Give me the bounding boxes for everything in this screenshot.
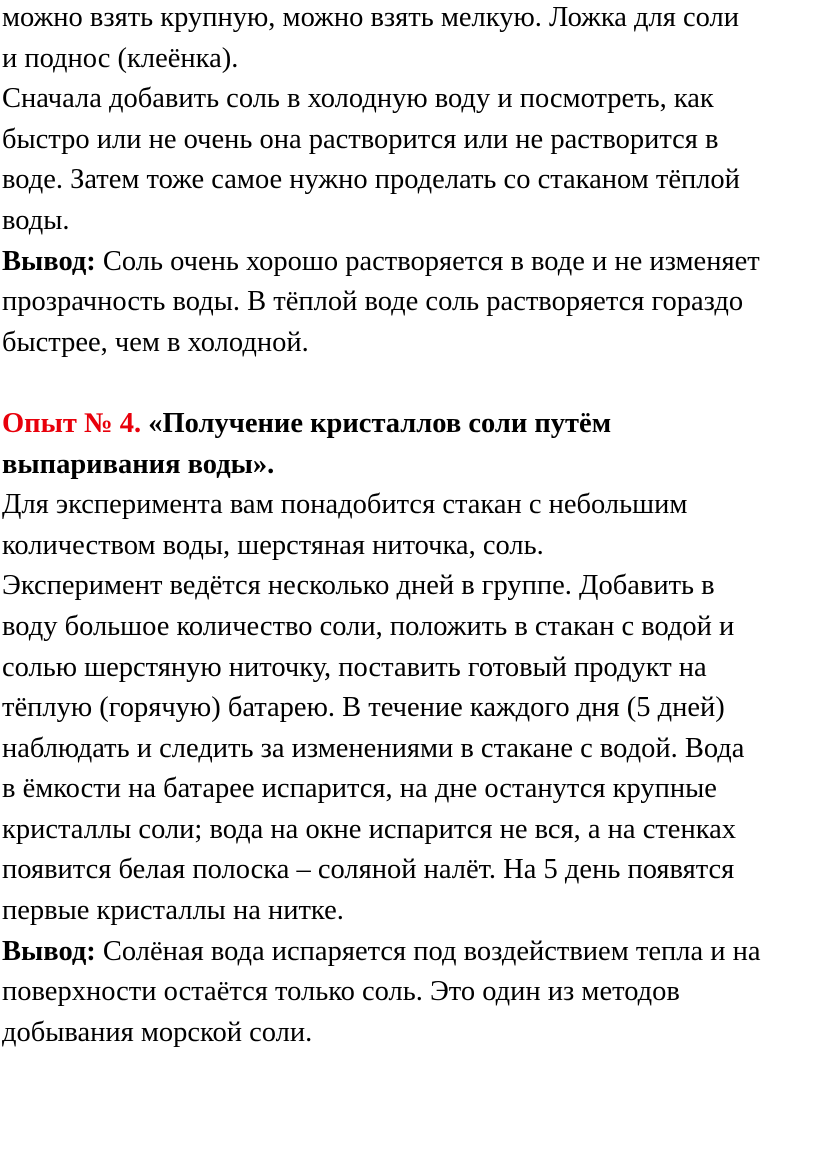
- procedure-line: кристаллы соли; вода на окне испарится не вся, а на стенках: [2, 813, 737, 845]
- document-page: [2, 0, 814, 1053]
- conclusion-line: [2, 932, 814, 973]
- procedure-line: первые кристаллы на нитке.: [2, 895, 344, 927]
- materials-paragraph-experiment-4: [2, 485, 814, 566]
- experiment-title: «Получение кристаллов соли путём: [141, 407, 612, 439]
- conclusion-paragraph-experiment-4: [2, 932, 814, 1054]
- procedure-line: появится белая полоска – соляной налёт. На 5 день появятся: [2, 854, 735, 886]
- procedure-line: воде. Затем тоже самое нужно проделать со стаканом тёплой: [2, 164, 740, 196]
- conclusion-paragraph-experiment-3: [2, 242, 814, 364]
- procedure-line: в ёмкости на батарее испарится, на дне останутся крупные: [2, 773, 717, 805]
- conclusion-label: Вывод:: [2, 935, 96, 967]
- materials-line: Для эксперимента вам понадобится стакан с небольшим: [2, 489, 688, 521]
- procedure-line: Эксперимент ведётся несколько дней в группе. Добавить в: [2, 570, 715, 602]
- procedure-paragraph-experiment-4: [2, 566, 814, 931]
- intro-line: и поднос (клеёнка).: [2, 42, 239, 74]
- experiment-number: Опыт № 4.: [2, 407, 142, 439]
- procedure-line: тёплую (горячую) батарею. В течение каждого дня (5 дней): [2, 692, 725, 724]
- materials-line: количеством воды, шерстяная ниточка, соль.: [2, 529, 544, 561]
- conclusion-line: [2, 242, 814, 283]
- conclusion-line: добывания морской соли.: [2, 1016, 313, 1048]
- conclusion-text: Солёная вода испаряется под воздействием тепла и на: [95, 935, 761, 967]
- paragraph-spacer: [2, 363, 814, 404]
- procedure-line: воды.: [2, 204, 70, 236]
- procedure-line: Сначала добавить соль в холодную воду и посмотреть, как: [2, 83, 714, 115]
- conclusion-label: Вывод:: [2, 245, 96, 277]
- procedure-line: наблюдать и следить за изменениями в стакане с водой. Вода: [2, 732, 745, 764]
- intro-line: можно взять крупную, можно взять мелкую. Ложка для соли: [2, 2, 739, 33]
- experiment-4-heading: [2, 404, 814, 485]
- experiment-heading-line: [2, 404, 814, 445]
- procedure-line: быстро или не очень она растворится или не растворится в: [2, 123, 719, 155]
- procedure-paragraph-experiment-3: [2, 79, 814, 241]
- conclusion-line: быстрее, чем в холодной.: [2, 326, 309, 358]
- procedure-line: воду большое количество соли, положить в стакан с водой и: [2, 610, 735, 642]
- intro-paragraph: [2, 0, 814, 79]
- procedure-line: солью шерстяную ниточку, поставить готовый продукт на: [2, 651, 707, 683]
- conclusion-text: Соль очень хорошо растворяется в воде и не изменяет: [95, 245, 760, 277]
- conclusion-line: прозрачность воды. В тёплой воде соль растворяется гораздо: [2, 286, 744, 318]
- experiment-title-continued: выпаривания воды».: [2, 448, 275, 480]
- conclusion-line: поверхности остаётся только соль. Это один из методов: [2, 976, 680, 1008]
